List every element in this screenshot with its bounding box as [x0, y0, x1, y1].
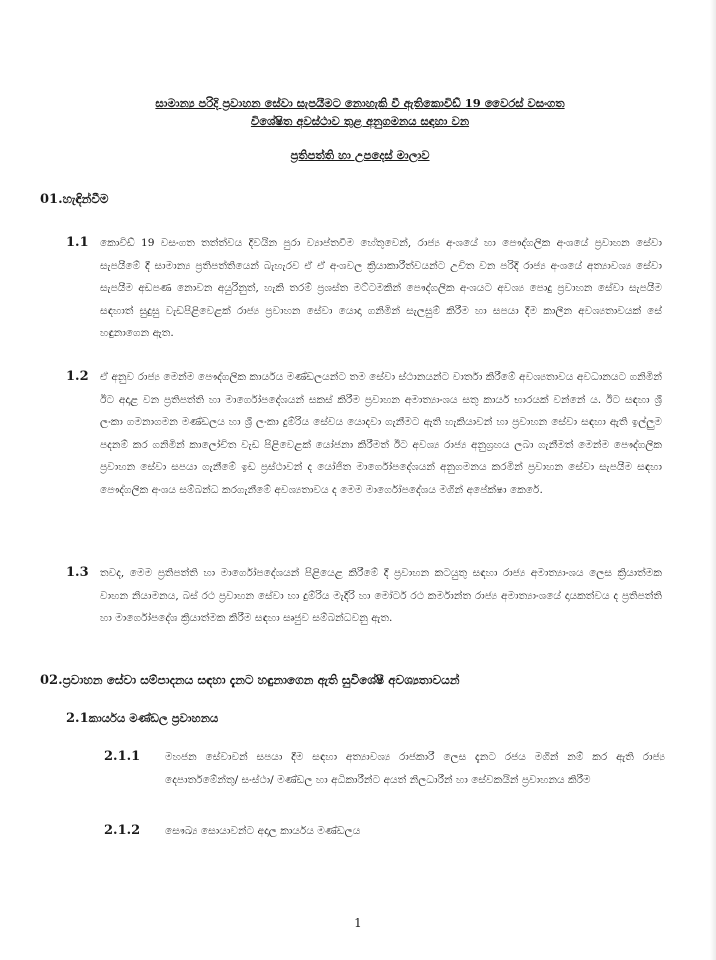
item-2-1-2: සෞඛ්‍ය සොයාවන්ට අදාල කාර්යය මණ්ඩලය [165, 825, 361, 837]
section-2-title: ප්‍රවාහන සේවා සම්පාදනය සඳහා දැනට හඳුනාගෙන ඇති සුවිශේෂී අවශ්‍යතාවයන් [62, 673, 460, 687]
title-line-1: සාමාන්‍ය පරිදි ප්‍රවාහන සේවා සැපයීමට නොහැකි වී ඇතිකොවිඩ් 19 වෛරස් වසංගත [155, 96, 565, 110]
section-2-number: 02. [40, 673, 63, 688]
subsection-2-1-number: 2.1 [66, 711, 89, 726]
item-2-1-1: මහජන සේවාවන් සපයා දීම සඳහා අත්‍යාවශ්‍ය රාජකාරී ලෙස දැනට රජය මගින් නම් කර ඇති රාජ්‍ය දෙපාර්තමේන්තු/ සංස්ථා/ මණ්ඩල හා අධිකාරීන්ට අයත් නිලධාරීන් හා සේවකයින් ප්‍රවාහනය කිරීම [165, 751, 665, 786]
paragraph-1-2: ඒ අනුව රාජ්‍ය මෙන්ම පෞද්ගලික කාර්යය මණ්ඩලයන්ට තම සේවා ස්ථානයන්ට වාර්තා කිරීමේ අවශ්‍යතාවය අවධානයට ගනිමින් ඊට අදාළ වන ප්‍රතිපත්ති හා මාර්ගෝපදේශයන් සකස් කිරීම ප්‍රවාහන අමාත්‍යාංශය සතු කාර්ය භාරයක් වන්නේ ය. ඊට සඳහා ශ්‍රී ලංකා ගමනාගමන මණ්ඩලය හා ශ්‍රී ලංකා දුම්රිය සේවය යොදවා ගැනීමට ඇති හැකියාවන් හා ප්‍රවාහන සේවා සඳහා ඇති ඉල්ලුම පදනම් කර ගනිමින් කාලෝචිත වැඩ පිළිවෙළක් යෝජනා කිරීමත් ඊට අවශ්‍ය රාජ්‍ය අනුග්‍රහය ලබා ගැනීමත් මෙන්ම පෞද්ගලික ප්‍රවාහන සේවා සපයා ගැනීමේ ඉඩ ප්‍රස්ථාවන් ද යෝජිත මාර්ගෝපදේශයන් අනුගමනය කරමින් ප්‍රවාහන සේවා සැපයීම සඳහා පෞද්ගලික අංශය සම්බන්ධ කරගැනීමේ අවශ්‍යතාවය ද මෙම මාර්ගෝපදේශය මගින් අපේක්ෂා කෙරේ. [100, 371, 662, 496]
page-edge-shadow [710, 0, 716, 960]
paragraph-1-3: තවද, මෙම ප්‍රතිපත්ති හා මාර්ගෝපදේශයන් පිළියෙළ කිරීමේ දී ප්‍රවාහන කටයුතු සඳහා රාජ්‍ය අමාත්‍යාංශය ලෙස ක්‍රියාත්මක වාහන නියාමනය, බස් රථ ප්‍රවාහන සේවා හා දුම්රිය මැදිරි හා මෝටර් රථ කර්මාන්ත රාජ්‍ය අමාත්‍යාංශයේ දායකත්වය ද ප්‍රතිපත්ති හා මාර්ගෝපදේශ ක්‍රියාත්මක කිරීම සඳහා සෘජුව සම්බන්ධවනු ඇත. [100, 567, 662, 624]
subsection-2-1-title: කාර්යය මණ්ඩල ප්‍රවාහනය [88, 711, 219, 725]
paragraph-1-1-number: 1.1 [66, 235, 89, 250]
paragraph-1-1: කොවිඩ් 19 වසංගත තත්ත්වය දිවයින පුරා ව්‍යාප්තවීම හේතුවෙන්, රාජ්‍ය අංශයේ හා පෞද්ගලික අංශයේ ප්‍රවාහන සේවා සැපයීමේ දී සාමාන්‍ය ප්‍රතිපත්තියෙන් බැහැරව ඒ ඒ අංශවල ක්‍රියාකාරීත්වයන්ට උචිත වන පරිදි රාජ්‍ය අංශයේ අත්‍යාවශ්‍ය සේවා සැපයීම අඩපණ නොවන අයුරිනුත්, හැකි තරම් ප්‍රශස්ත මට්ටමකින් පෞද්ගලික අංශයට අවශ්‍ය පොදු ප්‍රවාහන සේවා සැපයීම සඳහාත් සුදුසු වැඩපිළිවෙළක් රාජ්‍ය ප්‍රවාහන සේවා යොදා ගනිමින් සැලසුම් කිරීම හා සපයා දීම කාලීන අවශ්‍යතාවයක් සේ හඳුනාගෙන ඇත. [100, 237, 662, 339]
title-line-2: විශේෂිත අවස්ථාව තුළ අනුගමනය සඳහා වන [250, 114, 470, 128]
page-number: 1 [354, 916, 362, 930]
section-1-number: 01. [40, 192, 63, 207]
subsection-2-1-heading [66, 711, 218, 726]
document-subtitle [40, 146, 680, 164]
section-2-heading [40, 673, 459, 688]
item-2-1-2-number: 2.1.2 [104, 823, 141, 838]
section-1-heading [40, 192, 109, 207]
document-title [40, 94, 680, 130]
section-1-title: හැඳින්වීම [62, 192, 109, 206]
paragraph-1-3-number: 1.3 [66, 565, 89, 580]
paragraph-1-2-number: 1.2 [66, 369, 89, 384]
subtitle-text: ප්‍රතිපත්ති හා උපදෙස් මාලාව [290, 148, 430, 162]
item-2-1-1-number: 2.1.1 [104, 749, 141, 764]
